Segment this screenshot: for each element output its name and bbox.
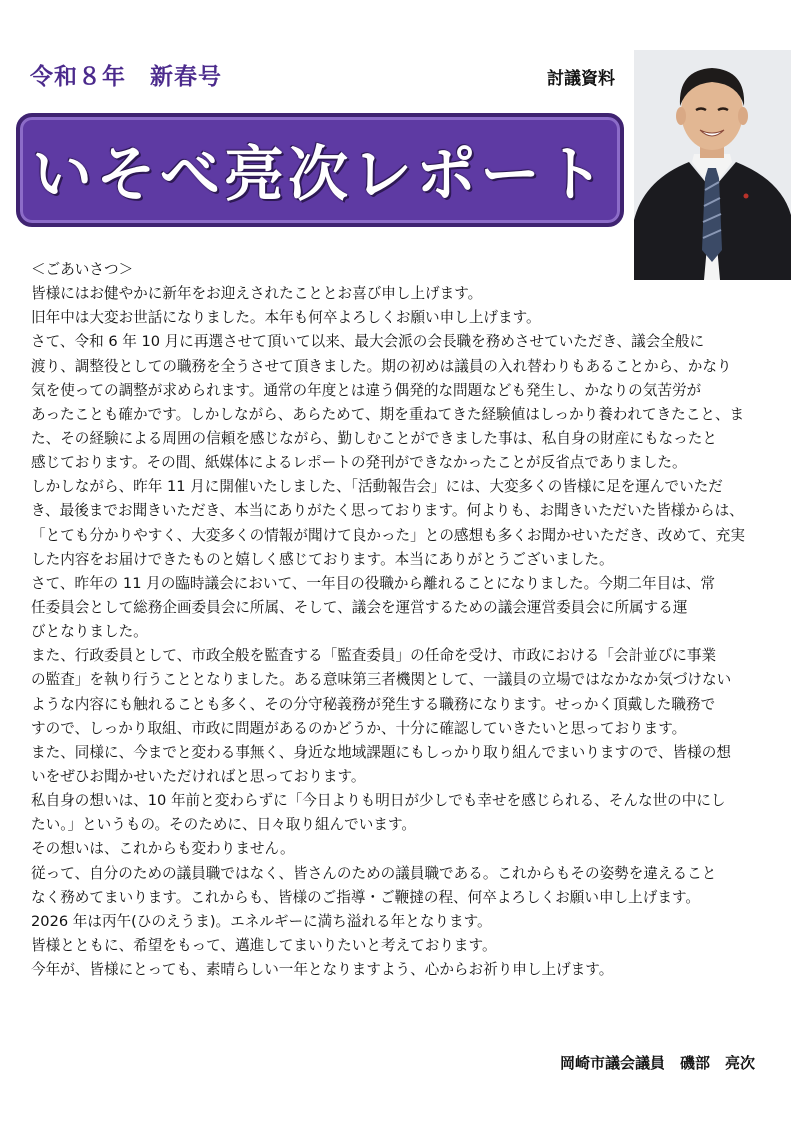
body-line: き、最後までお聞きいただき、本当にありがたく思っております。何よりも、お聞きいただいた皆様からは、 <box>31 502 744 520</box>
body-line: 従って、自分のための議員職ではなく、皆さんのための議員職である。これからもその姿勢を違えること <box>31 864 717 882</box>
issue-label: 令和８年 新春号 <box>30 64 222 90</box>
body-line: その想いは、これからも変わりません。 <box>31 840 295 858</box>
body-line: 任委員会として総務企画委員会に所属、そして、議会を運営するための議会運営委員会に所属する運 <box>31 598 688 616</box>
body-line: 皆様にはお健やかに新年をお迎えされたこととお喜び申し上げます。 <box>31 285 483 303</box>
body-line: しかしながら、昨年 11 月に開催いたしました、「活動報告会」には、大変多くの皆様に足を運んでいただ <box>31 478 723 496</box>
body-line: また、行政委員として、市政全般を監査する「監査委員」の任命を受け、市政における「会計並びに事業 <box>31 647 717 665</box>
body-line: 今年が、皆様にとっても、素晴らしい一年となりますよう、心からお祈り申し上げます。 <box>31 961 614 979</box>
greeting-heading: ＜ごあいさつ＞ <box>31 261 134 278</box>
body-line: 気を使っての調整が求められます。通常の年度とは違う偶発的な問題なども発生し、かなりの気苦労が <box>31 381 702 399</box>
report-title: いそべ亮次レポート <box>32 140 608 210</box>
signature: 岡崎市議会議員 磯部 亮次 <box>560 1054 756 1072</box>
body-line: なく務めてまいります。これからも、皆様のご指導・ご鞭撻の程、何卒よろしくお願い申し上げます。 <box>31 888 700 906</box>
body-line: た、その経験による周囲の信頼を感じながら、勤しむことができました事は、私自身の財産にもなったと <box>31 429 717 447</box>
portrait-photo-icon <box>634 50 791 280</box>
body-line: 渡り、調整役としての職務を全うさせて頂きました。期の初めは議員の入れ替わりもあることから、かなり <box>31 357 732 375</box>
body-line: びとなりました。 <box>31 623 148 641</box>
title-banner <box>16 113 624 227</box>
body-line: また、同様に、今までと変わる事無く、身近な地域課題にもしっかり取り組んでまいりますので、皆様の想 <box>31 743 731 761</box>
body-line: 「とても分かりやすく、大変多くの情報が聞けて良かった」との感想も多くお聞かせいただき、改めて、充実 <box>31 526 745 544</box>
portrait-photo <box>634 50 791 280</box>
body-line: の監査」を執り行うこととなりました。ある意味第三者機関として、一議員の立場ではなかなか気づけない <box>31 671 732 689</box>
body-line: 旧年中は大変お世話になりました。本年も何卒よろしくお願い申し上げます。 <box>31 309 541 327</box>
body-line: すので、しっかり取組、市政に問題があるのかどうか、十分に確認していきたいと思っております。 <box>31 719 687 737</box>
body-line: さて、令和 6 年 10 月に再選させて頂いて以来、最大会派の会長職を務めさせていただき、議会全般に <box>31 333 705 351</box>
body-line: たい。」というもの。そのために、日々取り組んでいます。 <box>31 816 416 834</box>
body-line: した内容をお届けできたものと嬉しく感じております。本当にありがとうございました。 <box>31 550 614 568</box>
body-line: 2026 年は丙午(ひのえうま)。エネルギーに満ち溢れる年となります。 <box>31 912 492 930</box>
body-line: 私自身の想いは、10 年前と変わらずに「今日よりも明日が少しでも幸せを感じられる、そんな世の中にし <box>31 792 726 810</box>
body-line: いをぜひお聞かせいただければと思っております。 <box>31 767 366 785</box>
body-line: 感じております。その間、紙媒体によるレポートの発刊ができなかったことが反省点でありました。 <box>31 454 687 472</box>
body-line: ような内容にも触れることも多く、その分守秘義務が発生する職務になります。せっかく頂戴した職務で <box>31 695 716 713</box>
greeting-body <box>31 258 783 982</box>
body-line: さて、昨年の 11 月の臨時議会において、一年目の役職から離れることになりました。今期二年目は、常 <box>31 574 715 592</box>
body-line: あったことも確かです。しかしながら、あらためて、期を重ねてきた経験値はしっかり養われてきたこと、ま <box>31 405 745 423</box>
document-type-label: 討議資料 <box>547 69 615 89</box>
body-line: 皆様とともに、希望をもって、邁進してまいりたいと考えております。 <box>31 936 497 954</box>
